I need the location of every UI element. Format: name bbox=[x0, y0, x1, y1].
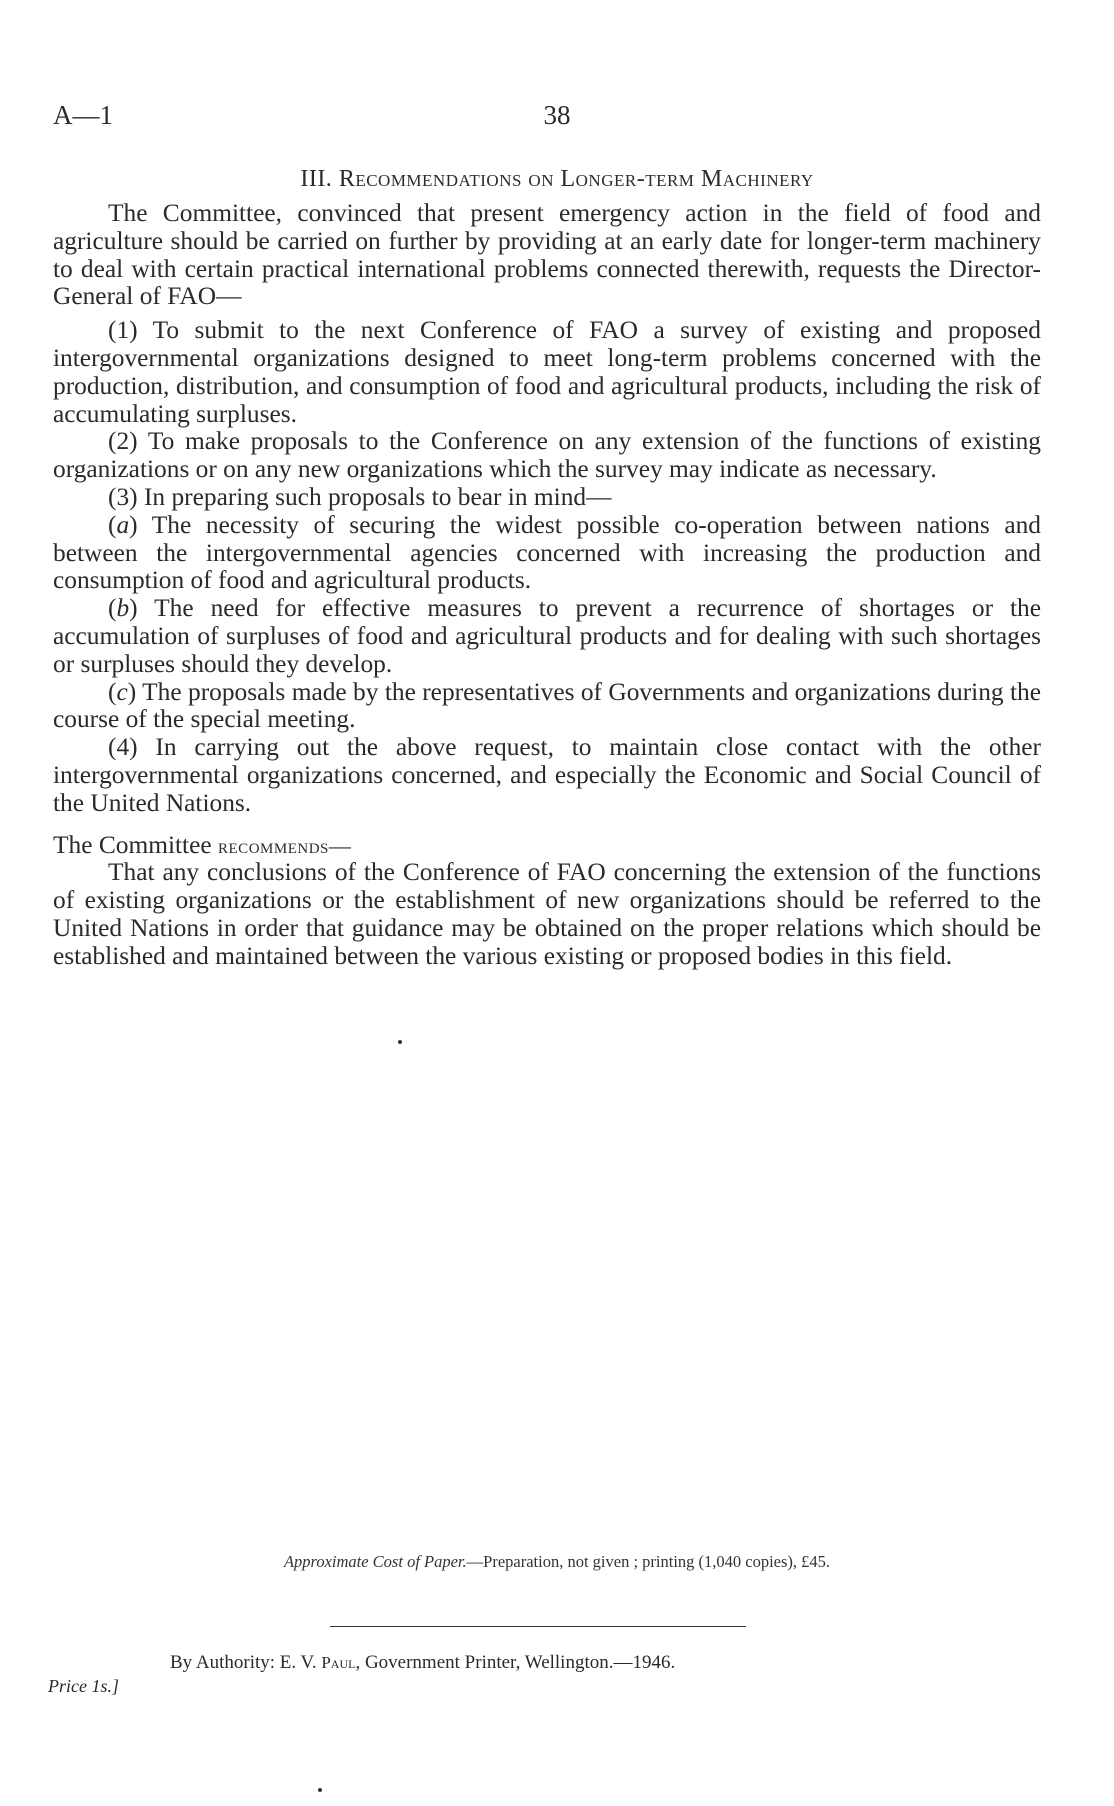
body-text bbox=[53, 200, 1041, 971]
sub-item-close: ) bbox=[127, 677, 137, 706]
item-text: To make proposals to the Conference on any extension of the functions of existing organizations or on any new organizations which the survey may indicate as necessary. bbox=[53, 427, 1041, 484]
footer-divider bbox=[330, 1626, 746, 1627]
page-number: 38 bbox=[543, 100, 571, 130]
document-reference: A—1 bbox=[53, 100, 113, 130]
cost-note bbox=[0, 1552, 1114, 1572]
sub-item-close: ) bbox=[129, 594, 138, 623]
item-text: In carrying out the above request, to maintain close contact with the other intergovernmental organizations concerned, and especially the Economic and Social Council of the United Nations. bbox=[53, 733, 1041, 817]
section-number: III. bbox=[300, 166, 339, 192]
printer-imprint bbox=[170, 1652, 675, 1674]
recommendation-paragraph: That any conclusions of the Conference of FAO concerning the extension of the functions of existing organizations or the establishment of new organizations should be referred to the United Nations in order that guidance may be obtained on the proper relations which should be established and maintained between the various existing or proposed bodies in this field. bbox=[53, 858, 1041, 970]
sub-item-open: ( bbox=[108, 677, 117, 706]
item-label: (2) bbox=[108, 427, 138, 456]
sub-item-open: ( bbox=[108, 510, 117, 539]
list-item bbox=[53, 317, 1041, 428]
stray-mark bbox=[318, 1788, 322, 1792]
sub-item-letter: b bbox=[116, 594, 130, 623]
cost-label: Approximate Cost of Paper. bbox=[283, 1552, 467, 1571]
recommends-lead: The Committee bbox=[53, 830, 219, 859]
sub-list-item bbox=[53, 595, 1041, 678]
item-text: In preparing such proposals to bear in mind— bbox=[143, 482, 612, 511]
recommends-keyword: recommends— bbox=[218, 832, 352, 858]
printer-name: Paul bbox=[321, 1653, 356, 1672]
item-text: To submit to the next Conference of FAO a survey of existing and proposed intergovernmental organizations designed to meet long-term problems concerned with the production, distribution, and consumption of food and agricultural products, including the risk of accumulating surpluses. bbox=[53, 316, 1042, 428]
recommends-heading bbox=[53, 832, 1041, 860]
sub-item-text: The necessity of securing the widest possible co-operation between nations and between the intergovernmental agencies concerned with increasing the production and consumption of food and agricultural products. bbox=[53, 510, 1042, 595]
authority-lead: By Authority: E. V. bbox=[170, 1652, 322, 1673]
sub-item-letter: c bbox=[116, 677, 128, 706]
list-item bbox=[53, 484, 1041, 512]
sub-item-text: The proposals made by the representatives of Governments and organizations during the course of the special meeting. bbox=[53, 677, 1041, 734]
authority-rest: , Government Printer, Wellington.—1946. bbox=[355, 1652, 676, 1673]
sub-item-letter: a bbox=[116, 510, 130, 539]
item-label: (1) bbox=[108, 316, 138, 345]
sub-item-open: ( bbox=[108, 594, 117, 623]
cost-text: —Preparation, not given ; printing (1,040 copies), £45. bbox=[466, 1552, 831, 1571]
sub-item-close: ) bbox=[129, 510, 138, 539]
sub-list-item bbox=[53, 679, 1041, 735]
sub-list-item bbox=[53, 512, 1041, 595]
item-label: (4) bbox=[108, 733, 138, 762]
list-item bbox=[53, 734, 1041, 817]
section-title: Recommendations on Longer-term Machinery bbox=[338, 166, 814, 192]
section-heading bbox=[0, 166, 1114, 193]
intro-paragraph: The Committee, convinced that present emergency action in the field of food and agriculture should be carried on further by providing at an early date for longer-term machinery to deal with certain practical international problems connected therewith, requests the Director-General of FAO— bbox=[53, 199, 1041, 311]
price: Price 1s.] bbox=[48, 1676, 119, 1696]
sub-item-text: The need for effective measures to prevent a recurrence of shortages or the accumulation of surpluses of food and agricultural products and for dealing with such shortages or surpluses should they develop. bbox=[53, 594, 1042, 678]
item-label: (3) bbox=[108, 482, 138, 511]
stray-mark bbox=[398, 1040, 402, 1044]
list-item bbox=[53, 428, 1041, 484]
